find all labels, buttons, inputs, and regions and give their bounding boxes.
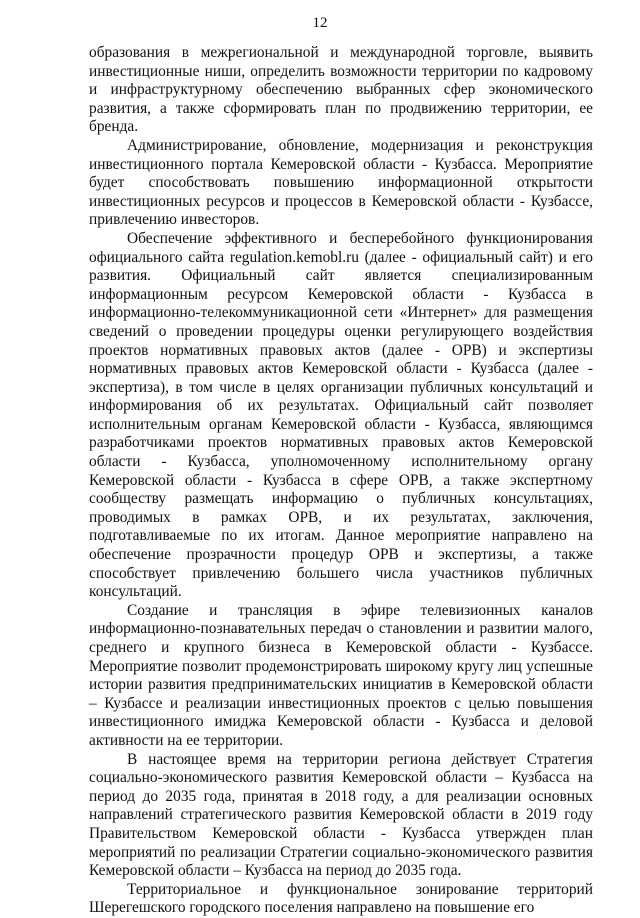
document-body — [89, 44, 593, 918]
paragraph-investment-portal: Администрирование, обновление, модернизация и реконструкция инвестиционного портала Кемеровской области - Кузбасса. Мероприятие будет способствовать повышению информационной открытости инвестиционных ресурсов и процессов в Кемеровской области - Кузбассе, привлечению инвесторов. — [89, 136, 593, 229]
paragraph-official-site: Обеспечение эффективного и бесперебойного функционирования официального сайта regulation.kemobl.ru (далее - официальный сайт) и его развития. Официальный сайт является специализированным информационным ресурсом Кемеровской области - Кузбасса в информационно-телекоммуникационной сети «Интернет» для размещения сведений о проведении процедуры оценки регулирующего воздействия проектов нормативных правовых актов (далее - ОРВ) и экспертизы нормативных правовых актов Кемеровской области - Кузбасса (далее - экспертиза), в том числе в целях организации публичных консультаций и информирования об их результатах. Официальный сайт позволяет исполнительным органам Кемеровской области - Кузбасса, являющимся разработчиками проектов нормативных правовых актов Кемеровской области - Кузбасса, уполномоченному исполнительному органу Кемеровской области - Кузбасса в сфере ОРВ, а также экспертному сообществу размещать информацию о публичных консультациях, проводимых в рамках ОРВ, и их результатах, заключения, подготавливаемые по их итогам. Данное мероприятие направлено на обеспечение прозрачности процедур ОРВ и экспертизы, а также способствует привлечению большего числа участников публичных консультаций. — [89, 229, 593, 601]
page-number: 12 — [312, 15, 328, 31]
paragraph-tv-programs: Создание и трансляция в эфире телевизионных каналов информационно-познавательных передач о становлении и развитии малого, среднего и крупного бизнеса в Кемеровской области - Кузбассе. Мероприятие позволит продемонстрировать широкому кругу лиц успешные истории развития предпринимательских инициатив в Кемеровской области – Кузбассе и реализации инвестиционных проектов с целью повышения инвестиционного имиджа Кемеровской области - Кузбасса и деловой активности на ее территории. — [89, 601, 593, 749]
paragraph-continuation: образования в межрегиональной и международной торговле, выявить инвестиционные ниши, определить возможности территории по кадровому и инфраструктурному обеспечению выбранных сфер экономического развития, а также сформировать план по продвижению территории, ее бренда. — [89, 44, 593, 136]
paragraph-strategy: В настоящее время на территории региона действует Стратегия социально-экономического развития Кемеровской области – Кузбасса на период до 2035 года, принятая в 2018 году, а для реализации основных направлений стратегического развития Кемеровской области в 2019 году Правительством Кемеровской области - Кузбасса утвержден план мероприятий по реализации Стратегии социально-экономического развития Кемеровской области – Кузбасса на период до 2035 года. — [89, 750, 593, 880]
paragraph-zoning: Территориальное и функциональное зонирование территорий Шерегешского городского поселения направлено на повышение его — [89, 880, 593, 917]
